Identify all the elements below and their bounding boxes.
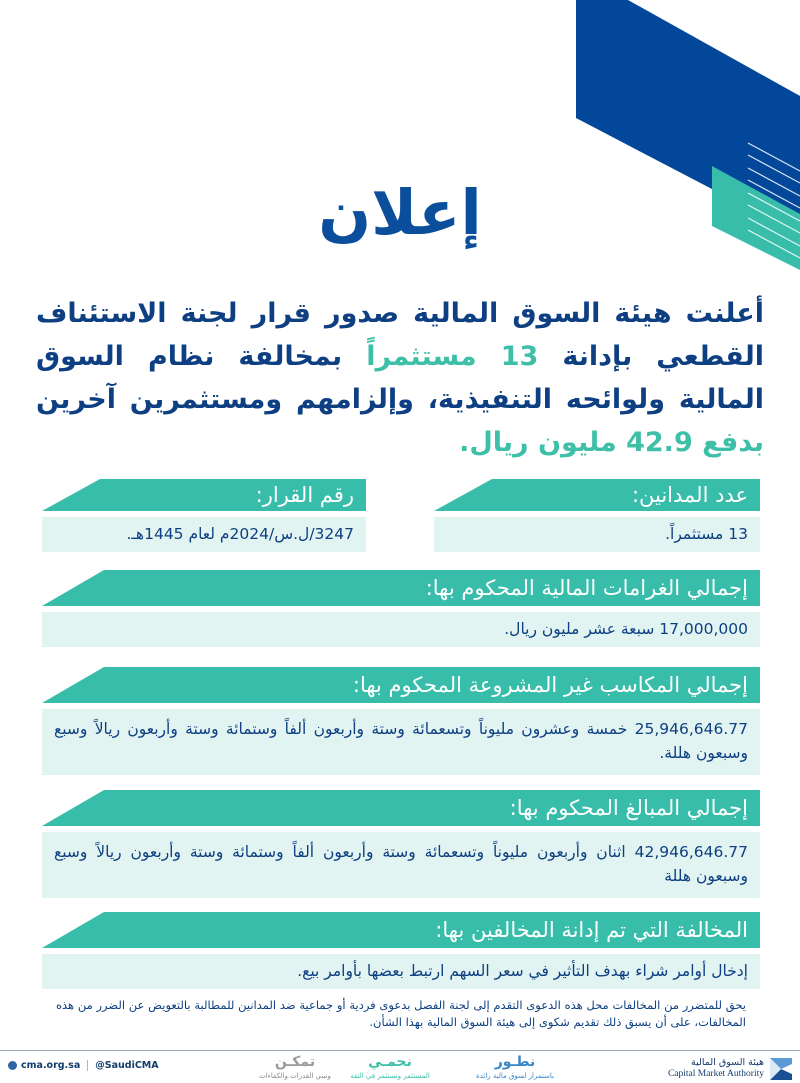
cma-logo (668, 1057, 792, 1080)
legal-note: يحق للمتضرر من المخالفات محل هذه الدعوى التقدم إلى لجنة الفصل بدعوى فردية أو جماعية ضد المدانين للمطالبة بالتعويض عن الضرر من هذه المخالفات، على أن يسبق ذلك تقديم شكوى إلى هيئة السوق المالية بهذا الشأن. (56, 998, 746, 1029)
pillar-develop (470, 1053, 560, 1081)
intro-text-part2: بمخالفة نظام السوق المالية ولوائحه التنفيذية، وإلزامهم ومستثمرين آخرين (36, 341, 764, 415)
card-total-illegal-gains (42, 667, 760, 775)
footer-social (8, 1060, 159, 1071)
pillar-subtitle: باستمرار لسوق مالية رائدة (476, 1072, 554, 1080)
pillar-enable (250, 1053, 340, 1081)
announcement-intro (36, 292, 764, 464)
card-body: 42,946,646.77 اثنان وأربعون مليوناً وتسعمائة وستة وأربعون ألفاً وستمائة وستة وأربعون ريالاً وسبع وسبعون هللة (42, 832, 760, 898)
footer (0, 1051, 800, 1083)
intro-text-part1: أعلنت هيئة السوق المالية صدور قرار لجنة الاستئناف القطعي بإدانة (36, 298, 764, 372)
intro-highlight-investors: 13 مستثمراً (366, 341, 539, 372)
card-heading: إجمالي المكاسب غير المشروعة المحكوم بها: (352, 673, 748, 697)
globe-icon (8, 1061, 17, 1070)
card-violation (42, 912, 760, 989)
logo-arabic-name: هيئة السوق المالية (691, 1057, 764, 1068)
logo-english-name: Capital Market Authority (667, 1069, 764, 1079)
card-header (434, 479, 760, 511)
pillar-title: تمكـن (274, 1054, 316, 1070)
website-link[interactable]: cma.org.sa (21, 1060, 81, 1071)
pillar-protect (345, 1053, 435, 1081)
card-body: 3247/ل.س/2024م لعام 1445هـ. (42, 517, 366, 552)
card-decision-number (42, 479, 366, 552)
divider (87, 1060, 88, 1071)
card-header (42, 570, 760, 606)
card-heading: المخالفة التي تم إدانة المخالفين بها: (435, 918, 748, 942)
card-total-fines (42, 570, 760, 647)
card-body: 13 مستثمراً. (434, 517, 760, 552)
card-heading: عدد المدانين: (631, 483, 748, 507)
page-title: إعلان (318, 176, 482, 249)
pillar-subtitle: المستثمر ونستثمر في الثقة (350, 1072, 430, 1080)
card-body: 25,946,646.77 خمسة وعشرون مليوناً وتسعمائة وستة وأربعون ألفاً وستمائة وستة وأربعون ريالاً وسبع وسبعون هللة. (42, 709, 760, 775)
card-heading: رقم القرار: (255, 483, 354, 507)
card-body: 17,000,000 سبعة عشر مليون ريال. (42, 612, 760, 647)
pillar-title: نطـور (494, 1054, 536, 1070)
card-header (42, 912, 760, 948)
card-header (42, 667, 760, 703)
card-header (42, 790, 760, 826)
card-body: إدخال أوامر شراء بهدف التأثير في سعر السهم ارتبط بعضها بأوامر بيع. (42, 954, 760, 989)
social-handle-link[interactable]: @SaudiCMA (95, 1060, 159, 1071)
card-heading: إجمالي الغرامات المالية المحكوم بها: (425, 576, 748, 600)
card-total-amounts (42, 790, 760, 898)
card-heading: إجمالي المبالغ المحكوم بها: (509, 796, 748, 820)
card-header (42, 479, 366, 511)
intro-highlight-amount: بدفع 42.9 مليون ريال. (459, 427, 764, 458)
pillar-subtitle: ونبني القدرات والكفاءات (259, 1072, 331, 1080)
cma-emblem-icon (770, 1058, 792, 1080)
pillar-title: نحمـي (368, 1054, 412, 1070)
card-debtors-count (434, 479, 760, 552)
